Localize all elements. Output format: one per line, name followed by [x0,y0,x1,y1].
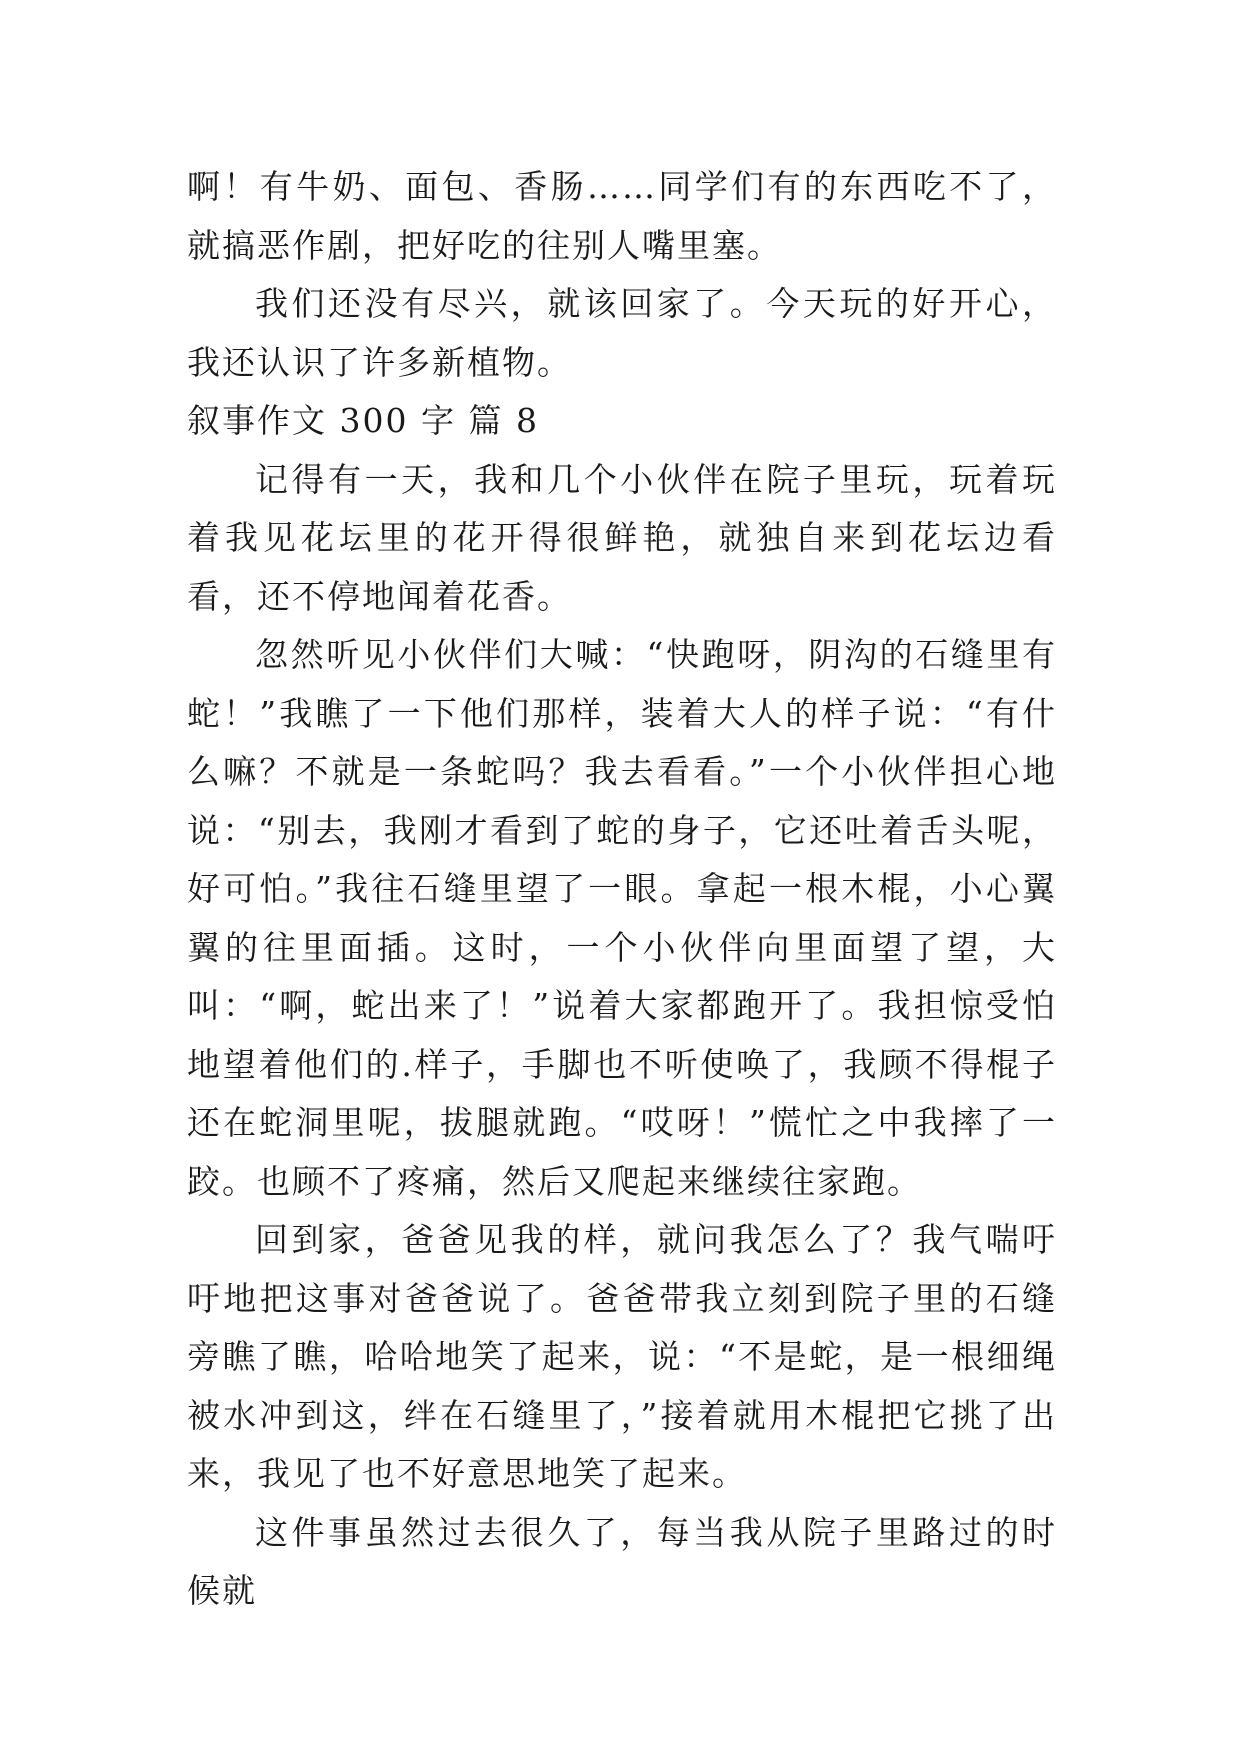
paragraph-ending: 这件事虽然过去很久了，每当我从院子里路过的时候就 [187,1512,1057,1610]
essay-body [187,158,1057,1621]
paragraph-continued: 啊！有牛奶、面包、香肠……同学们有的东西吃不了，就搞恶作剧，把好吃的往别人嘴里塞。 [187,167,1057,265]
paragraph-snake-story: 忽然听见小伙伴们大喊：“快跑呀，阴沟的石缝里有蛇！”我瞧了一下他们那样，装着大人的样子说：“有什么嘛？不就是一条蛇吗？我去看看。”一个小伙伴担心地说：“别去，我刚才看到了蛇的身子，它还吐着舌头呢，好可怕。”我往石缝里望了一眼。拿起一根木棍，小心翼翼的往里面插。这时，一个小伙伴向里面望了望，大叫：“啊，蛇出来了！”说着大家都跑开了。我担惊受怕地望着他们的.样子，手脚也不听使唤了，我顾不得棍子还在蛇洞里呢，拔腿就跑。“哎呀！”慌忙之中我摔了一跤。也顾不了疼痛，然后又爬起来继续往家跑。 [187,635,1057,1201]
paragraph-dad-reveal: 回到家，爸爸见我的样，就问我怎么了？我气喘吁吁地把这事对爸爸说了。爸爸带我立刻到院子里的石缝旁瞧了瞧，哈哈地笑了起来，说：“不是蛇，是一根细绳被水冲到这，绊在石缝里了，”接着就用木棍把它挑了出来，我见了也不好意思地笑了起来。 [187,1220,1057,1493]
paragraph-opening: 记得有一天，我和几个小伙伴在院子里玩，玩着玩着我见花坛里的花开得很鲜艳，就独自来到花坛边看看，还不停地闻着花香。 [187,459,1057,616]
section-title: 叙事作文 300 字 篇 8 [187,401,539,440]
paragraph-going-home: 我们还没有尽兴，就该回家了。今天玩的好开心，我还认识了许多新植物。 [187,284,1057,382]
